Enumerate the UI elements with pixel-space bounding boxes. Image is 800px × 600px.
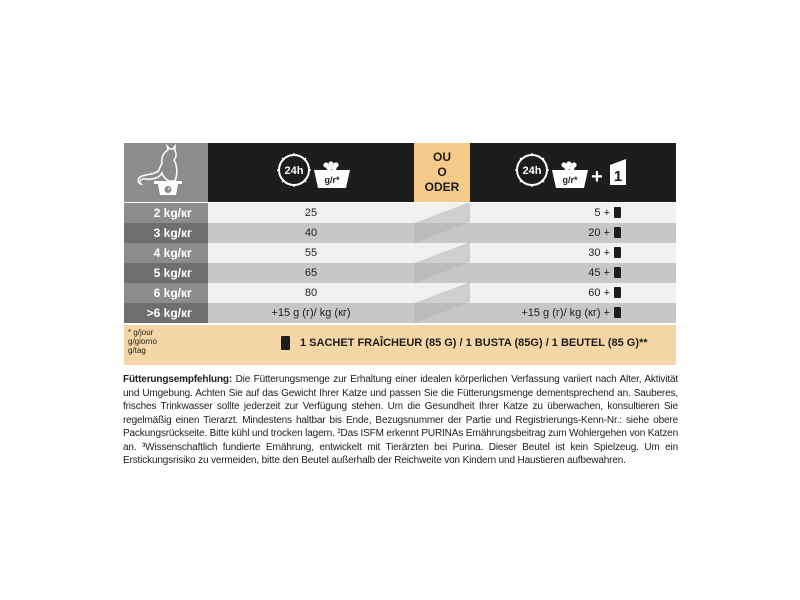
weight-cell: 3 kg/кг xyxy=(124,223,208,243)
pouch-icon xyxy=(614,267,621,278)
dry-amount: 25 xyxy=(304,207,318,219)
mixed-amount: +15 g (г)/ kg (кг) + xyxy=(521,307,610,319)
mixed-amount: 45 + xyxy=(588,267,610,279)
pouch-icon xyxy=(614,227,621,238)
pouch-icon xyxy=(614,287,621,298)
mixed-amount: 20 + xyxy=(588,227,610,239)
food-bowl-icon xyxy=(314,161,350,188)
column-divider xyxy=(414,202,470,323)
svg-text:1: 1 xyxy=(613,168,623,185)
clock-24h-icon xyxy=(515,153,549,187)
dry-amount: 55 xyxy=(304,247,318,259)
pouch-icon xyxy=(614,247,621,258)
sachet-info: 1 SACHET FRAÎCHEUR (85 G) / 1 BUSTA (85G) / 1 BEUTEL (85 G)** xyxy=(300,337,648,349)
svg-text:g/r*: g/r* xyxy=(562,175,578,185)
weight-cell: 6 kg/кг xyxy=(124,283,208,303)
plus-sign: + xyxy=(591,166,603,188)
weight-cell: 4 kg/кг xyxy=(124,243,208,263)
dry-food-header xyxy=(208,143,414,202)
unit-notes: * g/jour g/giorno g/tag xyxy=(128,328,157,355)
svg-text:24h: 24h xyxy=(522,165,542,177)
feeding-recommendation-note xyxy=(123,373,678,468)
weight-cell: >6 kg/кг xyxy=(124,303,208,323)
mixed-feeding-header xyxy=(470,143,676,202)
or-label: OU O ODER xyxy=(424,150,460,194)
clock-24h-icon xyxy=(277,153,311,187)
weight-cell: 5 kg/кг xyxy=(124,263,208,283)
dry-amount: 65 xyxy=(304,267,318,279)
cat-on-scale-icon xyxy=(124,143,208,202)
mixed-amount: 60 + xyxy=(588,287,610,299)
dry-amount: +15 g (г)/ kg (кг) xyxy=(271,307,351,319)
pouch-icon xyxy=(610,159,626,185)
note-title: Fütterungsempfehlung: xyxy=(123,374,233,385)
dry-amount: 40 xyxy=(304,227,318,239)
cat-scale-header xyxy=(124,143,208,202)
pouch-icon xyxy=(614,207,621,218)
weight-cell: 2 kg/кг xyxy=(124,203,208,223)
food-bowl-icon xyxy=(552,161,588,188)
pouch-icon xyxy=(614,307,621,318)
mixed-amount: 5 + xyxy=(594,207,610,219)
note-body: Die Fütterungsmenge zur Erhaltung einer idealen körperlichen Verfassung variiert nach Alter, Aktivität und Umgebung. Achten Sie auf das Gewicht Ihrer Katze und passen Sie die Fütterungsmenge dementsprechend an. Sauberes, frisches Trinkwasser sollte jederzeit zur Verfügung stehen. Um die Gesundheit Ihrer Katze zu überwachen, konsultieren Sie regelmäßig einen Tierarzt. Mindestens haltbar bis Ende, Bezugsnummer der Partie und Registrierungs-Kenn-Nr.: siehe obere Packungsrückseite. Bitte kühl und trocken lagern. ²Das ISFM erkennt PURINAs Ernährungsbeitrag zum Wohlergehen von Katzen an. ³Wissenschaftlich fundierte Ernährung, entwickelt mit Tierärzten bei Purina. Dieser Beutel ist kein Spielzeug. Um ein Erstickungsrisiko zu vermeiden, bitte den Beutel außerhalb der Reichweite von Kindern und Haustieren aufbewahren. xyxy=(123,374,678,466)
mixed-amount: 30 + xyxy=(588,247,610,259)
svg-text:g/r*: g/r* xyxy=(324,175,340,185)
dry-amount: 80 xyxy=(304,287,318,299)
svg-text:24h: 24h xyxy=(284,165,304,177)
pouch-icon xyxy=(281,336,290,350)
